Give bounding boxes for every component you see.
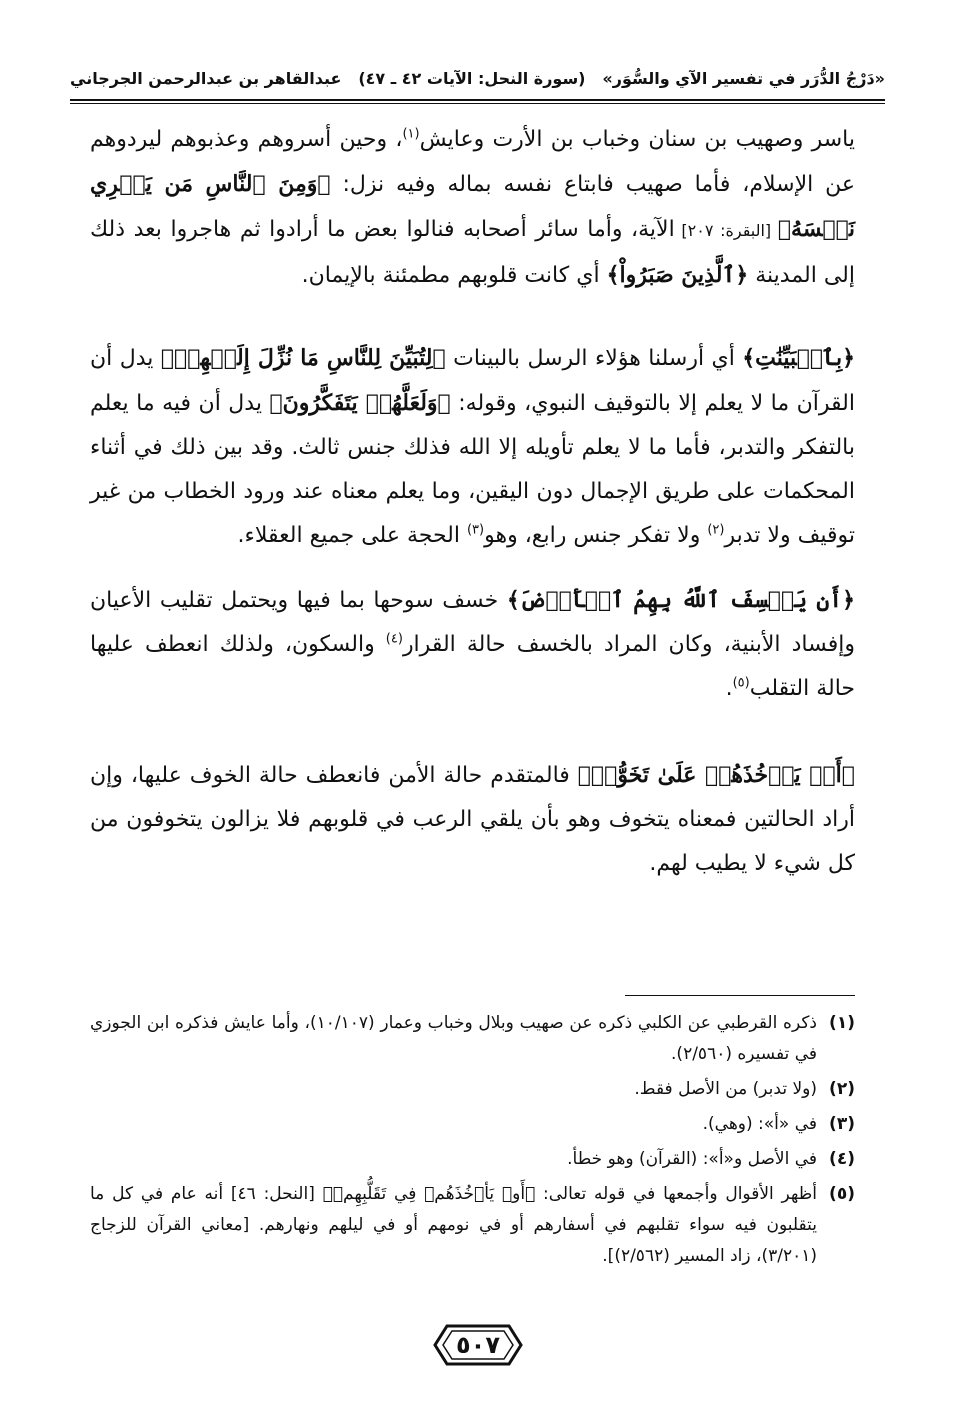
- text-run: فالمتقدم حالة الأمن فانعطف حالة الخوف عليها، وإن أراد الحالتين فمعناه يتخوف وهو بأن يلقي الرعب في قلوبهم فلا يزالون يتخوفون من كل شيء لا يطيب لهم.: [90, 763, 855, 876]
- footnote: [90, 1074, 855, 1105]
- quran-quote: ﴿لِتُبَيِّنَ لِلنَّاسِ مَا نُزِّلَ إِلَيۡهِمۡ﴾: [160, 345, 446, 371]
- text-run: ولا تفكر جنس رابع، وهو: [484, 523, 708, 548]
- footnote-text: في «أ»: (وهي).: [702, 1114, 817, 1134]
- footnote-marker: (٢): [707, 522, 725, 538]
- running-header: [70, 58, 885, 98]
- footnote: [90, 1008, 855, 1070]
- footnote: [90, 1179, 855, 1272]
- footnote-marker: (٤): [385, 631, 403, 647]
- text-run: أي أرسلنا هؤلاء الرسل بالبينات: [445, 346, 743, 371]
- main-text: [90, 118, 855, 886]
- quran-quote: ﴿وَلَعَلَّهُمۡ يَتَفَكَّرُونَ﴾: [269, 390, 451, 416]
- footnote-separator: [625, 995, 855, 996]
- text-run: ياسر وصهيب بن سنان وخباب بن الأرت وعايش: [419, 127, 855, 152]
- book-title: «دَرْجُ الدُّرَر في تفسير الآي والسُّوَر»: [602, 68, 885, 88]
- section-reference: (سورة النحل: الآيات ٤٢ ـ ٤٧): [358, 68, 586, 88]
- footnote-text: أظهر الأقوال وأجمعها في قوله تعالى: ﴿أَوۡ يَأۡخُذَهُمۡ فِي تَقَلُّبِهِمۡ﴾ [النحل: ٤٦] أنه عام في كل ما يتقلبون فيه سواء تقلبهم في أسفارهم أو في نومهم أو في ليلهم ونهارهم. [معاني القرآن للزجاج (٣/٢٠١)، زاد المسير (٢/٥٦٢)].: [90, 1184, 818, 1266]
- footnote-text: في الأصل و«أ»: (القرآن) وهو خطأ.: [567, 1149, 817, 1169]
- page-number-ornament: [433, 1322, 523, 1368]
- text-run: الآية، وأما سائر أصحابه فنالوا بعض ما أرادوا ثم هاجروا بعد ذلك إلى المدينة: [90, 217, 855, 288]
- text-run: .: [725, 676, 733, 701]
- text-run: ، وحين أسروهم وعذبوهم ليردوهم عن الإسلام، فأما صهيب فابتاع نفسه بماله وفيه نزل:: [90, 127, 855, 197]
- text-run: الحجة على جميع العقلاء.: [237, 523, 467, 548]
- author-name: عبدالقاهر بن عبدالرحمن الجرجاني: [70, 68, 342, 88]
- footnote-number: (١): [829, 1013, 855, 1033]
- footnote-marker: (٥): [732, 675, 750, 691]
- footnote: [90, 1144, 855, 1175]
- quran-quote: ﴿بِٱلۡبَيِّنَٰتِ﴾: [742, 345, 855, 371]
- text-run: والسكون، ولذلك انعطف عليها حالة التقلب: [90, 632, 855, 701]
- footnotes: [90, 1008, 855, 1276]
- quran-quote: ﴿أَوۡ يَأۡخُذَهُمۡ عَلَىٰ تَخَوُّفٖ﴾: [577, 762, 855, 788]
- page-number: ٥٠٧: [456, 1331, 500, 1359]
- quran-quote: ﴿ٱلَّذِينَ صَبَرُواْ﴾: [606, 262, 749, 288]
- paragraph-3: [90, 578, 855, 711]
- quran-quote: ﴿أَن يَخۡسِفَ ٱللَّهُ بِهِمُ ٱلۡأَرۡضَ﴾: [506, 587, 856, 613]
- verse-reference: [البقرة: ٢٠٧]: [674, 221, 778, 240]
- paragraph-2: [90, 336, 855, 558]
- footnote-text: (ولا تدبر) من الأصل فقط.: [634, 1079, 817, 1099]
- footnote-text: ذكره القرطبي عن الكلبي ذكره عن صهيب وبلال وخباب وعمار (١٠/١٠٧)، وأما عايش فذكره ابن الجوزي في تفسيره (٢/٥٦٠).: [90, 1013, 817, 1064]
- text-run: أي كانت قلوبهم مطمئنة بالإيمان.: [301, 263, 607, 288]
- footnote-marker: (١): [402, 126, 420, 142]
- paragraph-4: [90, 753, 855, 886]
- text-run: خسف سوحها بما فيها ويحتمل تقليب الأعيان وإفساد الأبنية، وكان المراد بالخسف حالة القرار: [90, 588, 855, 657]
- footnote: [90, 1109, 855, 1140]
- text-run: يدل أن فيه ما يعلم بالتفكر والتدبر، فأما ما لا يعلم تأويله إلا الله فذلك جنس ثالث. وقد بين ذلك في أثناء المحكمات على طريق الإجمال دون اليقين، وما يعلم معناه عند ورود الخطاب من غير توقيف ولا تدبر: [90, 391, 855, 548]
- footnote-number: (٥): [829, 1184, 855, 1204]
- text-run: يدل أن القرآن ما لا يعلم إلا بالتوقيف النبوي، وقوله:: [90, 346, 855, 416]
- footnote-number: (٤): [829, 1149, 855, 1169]
- paragraph-1: [90, 118, 855, 298]
- footnote-number: (٢): [829, 1079, 855, 1099]
- header-rule: [70, 99, 885, 101]
- footnote-number: (٣): [829, 1114, 855, 1134]
- footnote-marker: (٣): [466, 522, 485, 538]
- header-rule-thin: [70, 103, 885, 104]
- quran-quote: ﴿وَمِنَ ٱلنَّاسِ مَن يَشۡرِي نَفۡسَهُ﴾: [90, 171, 856, 242]
